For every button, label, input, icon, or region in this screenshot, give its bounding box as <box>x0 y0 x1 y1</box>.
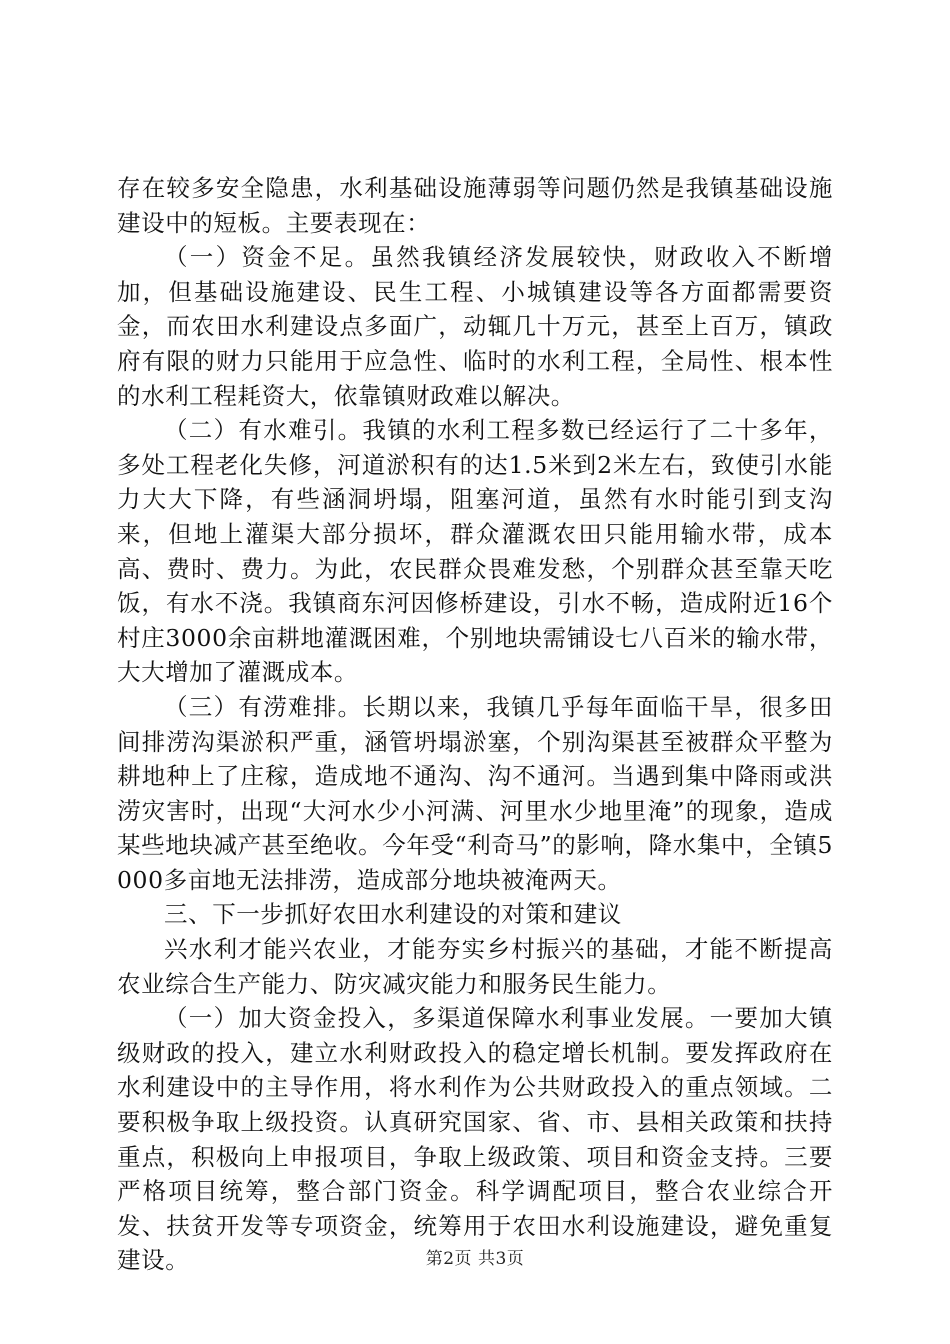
section-heading: 三、下一步抓好农田水利建设的对策和建议 <box>164 900 622 929</box>
paragraph-continuation: 存在较多安全隐患，水利基础设施薄弱等问题仍然是我镇基础设施建设中的短板。主要表现在： <box>117 174 833 237</box>
document-body <box>117 171 833 1278</box>
paragraph-water-diversion: （二）有水难引。我镇的水利工程多数已经运行了二十多年，多处工程老化失修，河道淤积有的达1.5米到2米左右，致使引水能力大大下降，有些涵洞坍塌，阻塞河道，虽然有水时能引到支沟来，但地上灌渠大部分损坏，群众灌溉农田只能用输水带，成本高、费时、费力。为此，农民群众畏难发愁，个别群众甚至靠天吃饭，有水不浇。我镇商东河因修桥建设，引水不畅，造成附近16个村庄3000余亩耕地灌溉困难，个别地块需铺设七八百米的输水带，大大增加了灌溉成本。 <box>117 416 833 687</box>
paragraph-funding-shortage: （一）资金不足。虽然我镇经济发展较快，财政收入不断增加，但基础设施建设、民生工程、小城镇建设等各方面都需要资金，而农田水利建设点多面广，动辄几十万元，甚至上百万，镇政府有限的财力只能用于应急性、临时的水利工程，全局性、根本性的水利工程耗资大，依靠镇财政难以解决。 <box>117 243 833 410</box>
paragraph-funding-investment: （一）加大资金投入，多渠道保障水利事业发展。一要加大镇级财政的投入，建立水利财政投入的稳定增长机制。要发挥政府在水利建设中的主导作用，将水利作为公共财政投入的重点领域。二要积极争取上级投资。认真研究国家、省、市、县相关政策和扶持重点，积极向上申报项目，争取上级政策、项目和资金支持。三要严格项目统筹，整合部门资金。科学调配项目，整合农业综合开发、扶贫开发等专项资金，统筹用于农田水利设施建设，避免重复建设。 <box>117 1004 833 1275</box>
page-number-footer: 第2页 共3页 <box>425 1249 525 1269</box>
paragraph-drainage: （三）有涝难排。长期以来，我镇几乎每年面临干旱，很多田间排涝沟渠淤积严重，涵管坍塌淤塞，个别沟渠甚至被群众平整为耕地种上了庄稼，造成地不通沟、沟不通河。当遇到集中降雨或洪涝灾害时，出现“大河水少小河满、河里水少地里淹”的现象，造成某些地块减产甚至绝收。今年受“利奇马”的影响，降水集中，全镇5000多亩地无法排涝，造成部分地块被淹两天。 <box>117 692 833 894</box>
paragraph-intro: 兴水利才能兴农业，才能夯实乡村振兴的基础，才能不断提高农业综合生产能力、防灾减灾能力和服务民生能力。 <box>117 935 833 998</box>
